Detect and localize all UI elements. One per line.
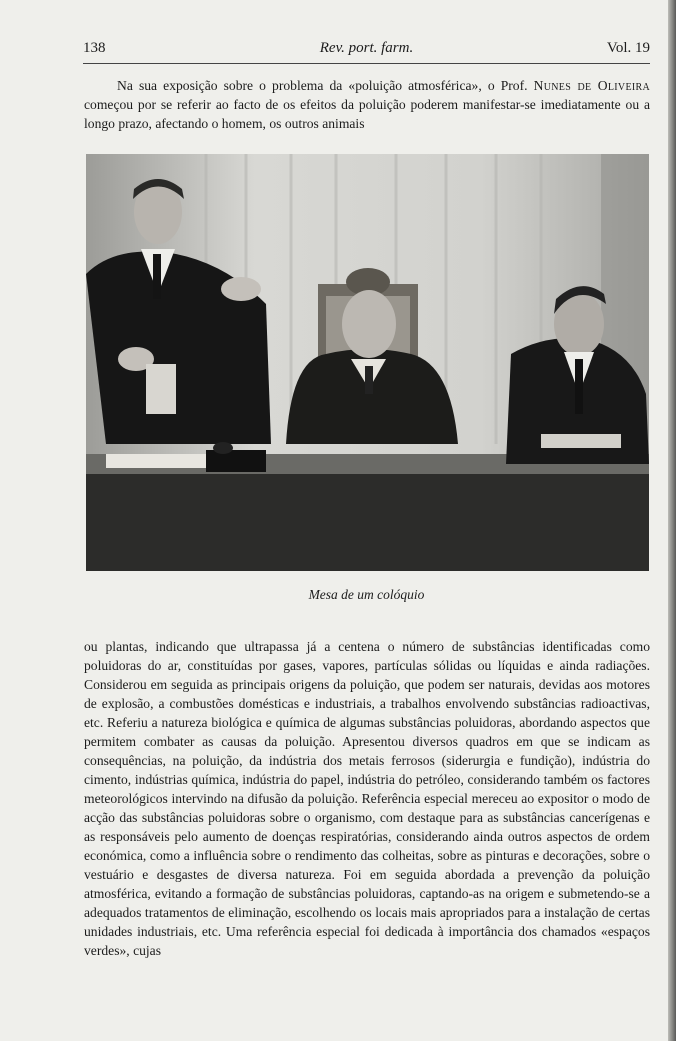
intro-text-end: começou por se referir ao facto de os efeitos da poluição poderem manifestar-se imediatamente ou a longo prazo, afectando o homem, os outros animais	[84, 97, 650, 131]
page-edge	[668, 0, 676, 1041]
colloquium-photo	[86, 154, 649, 571]
intro-paragraph	[84, 76, 650, 133]
body-text: ou plantas, indicando que ultrapassa já a centena o número de substâncias identificadas como poluidoras do ar, constituídas por gases, vapores, partículas sólidas ou líquidas e ainda radiações. Considerou em seguida as principais origens da poluição, que podem ser naturais, devidas aos motores de explosão, a combustões domésticas e industriais, a trabalhos envolvendo substâncias radioactivas, etc. Referiu a natureza biológica e química de algumas substâncias poluidoras, abordando aspectos que permitem combater as causas da poluição. Apresentou diversos quadros em que se indicam as consequências, na poluição, da indústria dos metais ferrosos (siderurgia e fundição), indústria do cimento, indústrias química, indústria do papel, indústria do petróleo, considerando também os factores meteorológicos intervindo na difusão da poluição. Referência especial mereceu ao expositor o modo de acção das substâncias poluidoras sobre o organismo, com destaque para as substâncias cancerígenas e as responsáveis pelo aumento de doenças respiratórias, considerando ainda outros aspectos de ordem económica, como a influência sobre o rendimento das colheitas, sobre as pinturas e decorações, sobre o vestuário e desgastes de diversa natureza. Foi em seguida abordada a prevenção da poluição atmosférica, evitando a formação de substâncias poluidoras, captando-as na origem e submetendo-se a adequados tratamentos de eliminação, escolhendo os locais mais apropriados para a instalação de certas unidades industriais, etc. Uma referência especial foi dedicada à importância dos chamados «espaços verdes», cujas	[84, 639, 650, 958]
body-paragraph	[84, 637, 650, 960]
header-rule	[83, 63, 650, 64]
figure-caption: Mesa de um colóquio	[308, 587, 425, 602]
intro-text-start: Na sua exposição sobre o problema da «poluição atmosférica», o Prof.	[117, 78, 534, 93]
volume-label: Vol. 19	[606, 40, 650, 56]
running-header	[83, 40, 650, 62]
speaker-name: Nunes de Oliveira	[533, 78, 650, 93]
page-number: 138	[83, 40, 106, 56]
journal-title: Rev. port. farm.	[319, 40, 414, 56]
